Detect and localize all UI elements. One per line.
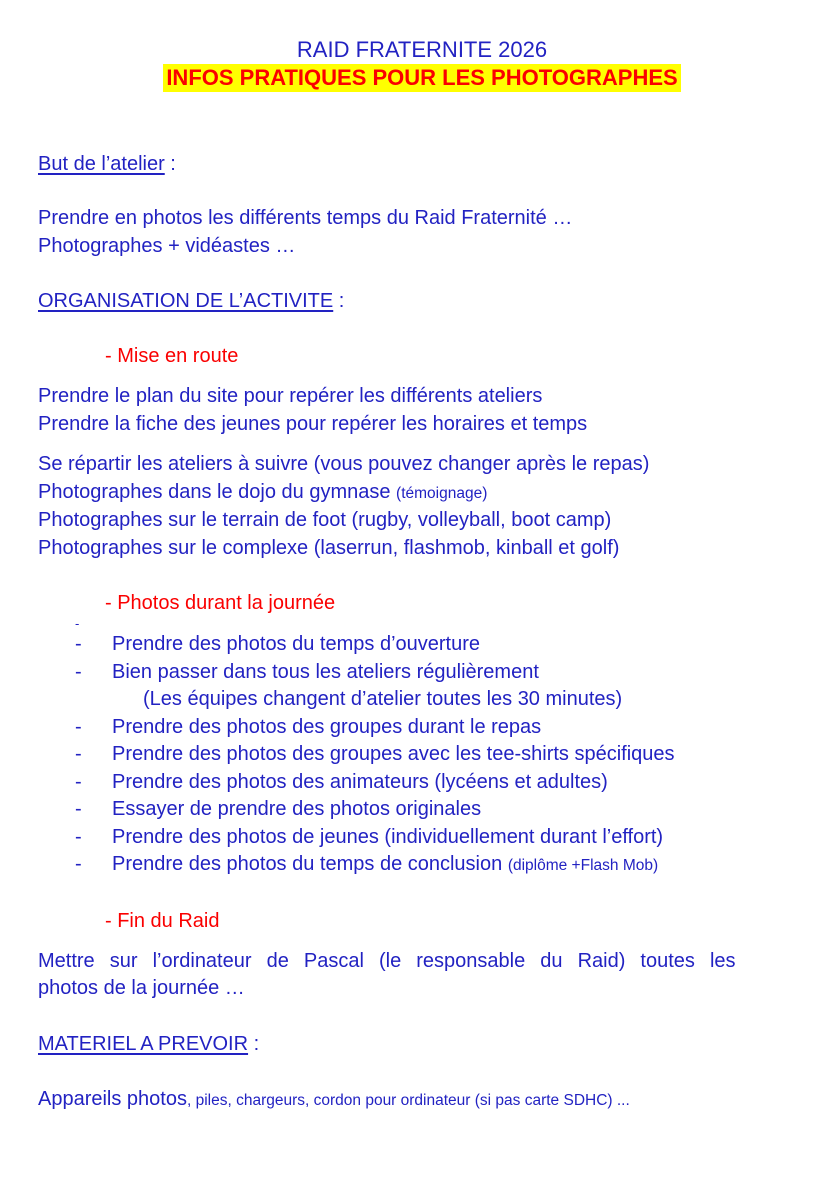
mise-en-route-line-3: Se répartir les ateliers à suivre (vous pouvez changer après le repas) [38, 453, 650, 475]
document-subtitle [38, 64, 806, 92]
bullet-dash: - [75, 798, 82, 820]
mise-en-route-line-4 [38, 479, 806, 508]
section-heading-materiel-text: MATERIEL A PREVOIR [38, 1032, 249, 1055]
bullet-dash: - [75, 770, 82, 793]
bullet-text: Prendre des photos du temps d’ouverture [112, 633, 480, 655]
subheading-photos-journee: - Photos durant la journée [105, 592, 336, 614]
fin-du-raid-paragraph-line-2: photos de la journée … [38, 977, 245, 999]
section-heading-organisation-text: ORGANISATION DE L’ACTIVITE [38, 290, 334, 312]
mise-en-route-line-4-small: (témoignage) [396, 484, 488, 502]
list-item [38, 631, 806, 659]
mise-en-route-line-2: Prendre la fiche des jeunes pour repérer les horaires et temps [38, 412, 588, 435]
materiel-item-rest: , piles, chargeurs, cordon pour ordinateur (si pas carte SDHC) ... [186, 1091, 630, 1109]
section-heading-materiel [38, 1030, 806, 1058]
bullet-dash: - [75, 853, 82, 875]
highlighted-subtitle-text: INFOS PRATIQUES POUR LES PHOTOGRAPHES [163, 64, 680, 92]
but-paragraph-line-1: Prendre en photos les différents temps du Raid Fraternité … [38, 207, 573, 229]
list-item [38, 796, 806, 824]
mise-en-route-line-4-main: Photographes dans le dojo du gymnase [38, 480, 397, 503]
bullet-dash: - [75, 743, 82, 765]
photos-journee-bullet-list [38, 631, 806, 880]
mise-en-route-line-6: Photographes sur le complexe (laserrun, flashmob, kinball et golf) [38, 536, 620, 559]
mise-en-route-block-2 [38, 451, 806, 562]
bullet-dash: - [75, 825, 82, 848]
list-item [38, 741, 806, 769]
section-heading-materiel-colon: : [248, 1032, 260, 1055]
bullet-text: Bien passer dans tous les ateliers régulièrement [112, 660, 539, 683]
fin-du-raid-paragraph [38, 948, 806, 1003]
bullet-text: Prendre des photos de jeunes (individuellement durant l’effort) [112, 825, 664, 848]
section-heading-but-text: But de l’atelier [38, 153, 165, 175]
but-paragraph [38, 205, 806, 260]
mise-en-route-block-1 [38, 383, 806, 438]
section-heading-but-colon: : [164, 153, 176, 175]
bullet-dash: - [75, 715, 82, 738]
stray-dash: - [75, 616, 80, 631]
subheading-fin-du-raid: - Fin du Raid [105, 909, 220, 932]
subheading-mise-en-route: - Mise en route [105, 345, 239, 367]
list-item [38, 659, 806, 687]
but-paragraph-line-2: Photographes + vidéastes … [38, 234, 296, 257]
bullet-dash: - [75, 660, 82, 683]
bullet-text: Prendre des photos des groupes avec les tee-shirts spécifiques [112, 743, 675, 765]
bullet-text: Essayer de prendre des photos originales [112, 798, 482, 820]
section-heading-organisation-colon: : [333, 290, 345, 312]
fin-du-raid-paragraph-line-1: Mettre sur l’ordinateur de Pascal (le responsable du Raid) toutes les [38, 949, 736, 972]
mise-en-route-line-1: Prendre le plan du site pour repérer les différents ateliers [38, 385, 543, 407]
list-item [38, 769, 806, 797]
bullet-text: Prendre des photos du temps de conclusion [112, 853, 508, 875]
section-heading-but [38, 150, 806, 178]
document-title: RAID FRATERNITE 2026 [296, 37, 548, 62]
bullet-text: Prendre des photos des animateurs (lycéens et adultes) [112, 770, 608, 793]
materiel-item-main: Appareils photos [38, 1087, 187, 1110]
bullet-text: (Les équipes changent d’atelier toutes les 30 minutes) [143, 688, 623, 710]
materiel-item-line [38, 1086, 806, 1115]
section-heading-organisation [38, 287, 806, 315]
list-item-continuation [38, 686, 806, 714]
bullet-dash: - [75, 633, 82, 655]
bullet-text-small: (diplôme +Flash Mob) [507, 857, 659, 874]
bullet-text: Prendre des photos des groupes durant le repas [112, 715, 542, 738]
list-item [38, 824, 806, 852]
list-item [38, 851, 806, 880]
mise-en-route-line-5: Photographes sur le terrain de foot (rugby, volleyball, boot camp) [38, 509, 612, 531]
list-item [38, 714, 806, 742]
